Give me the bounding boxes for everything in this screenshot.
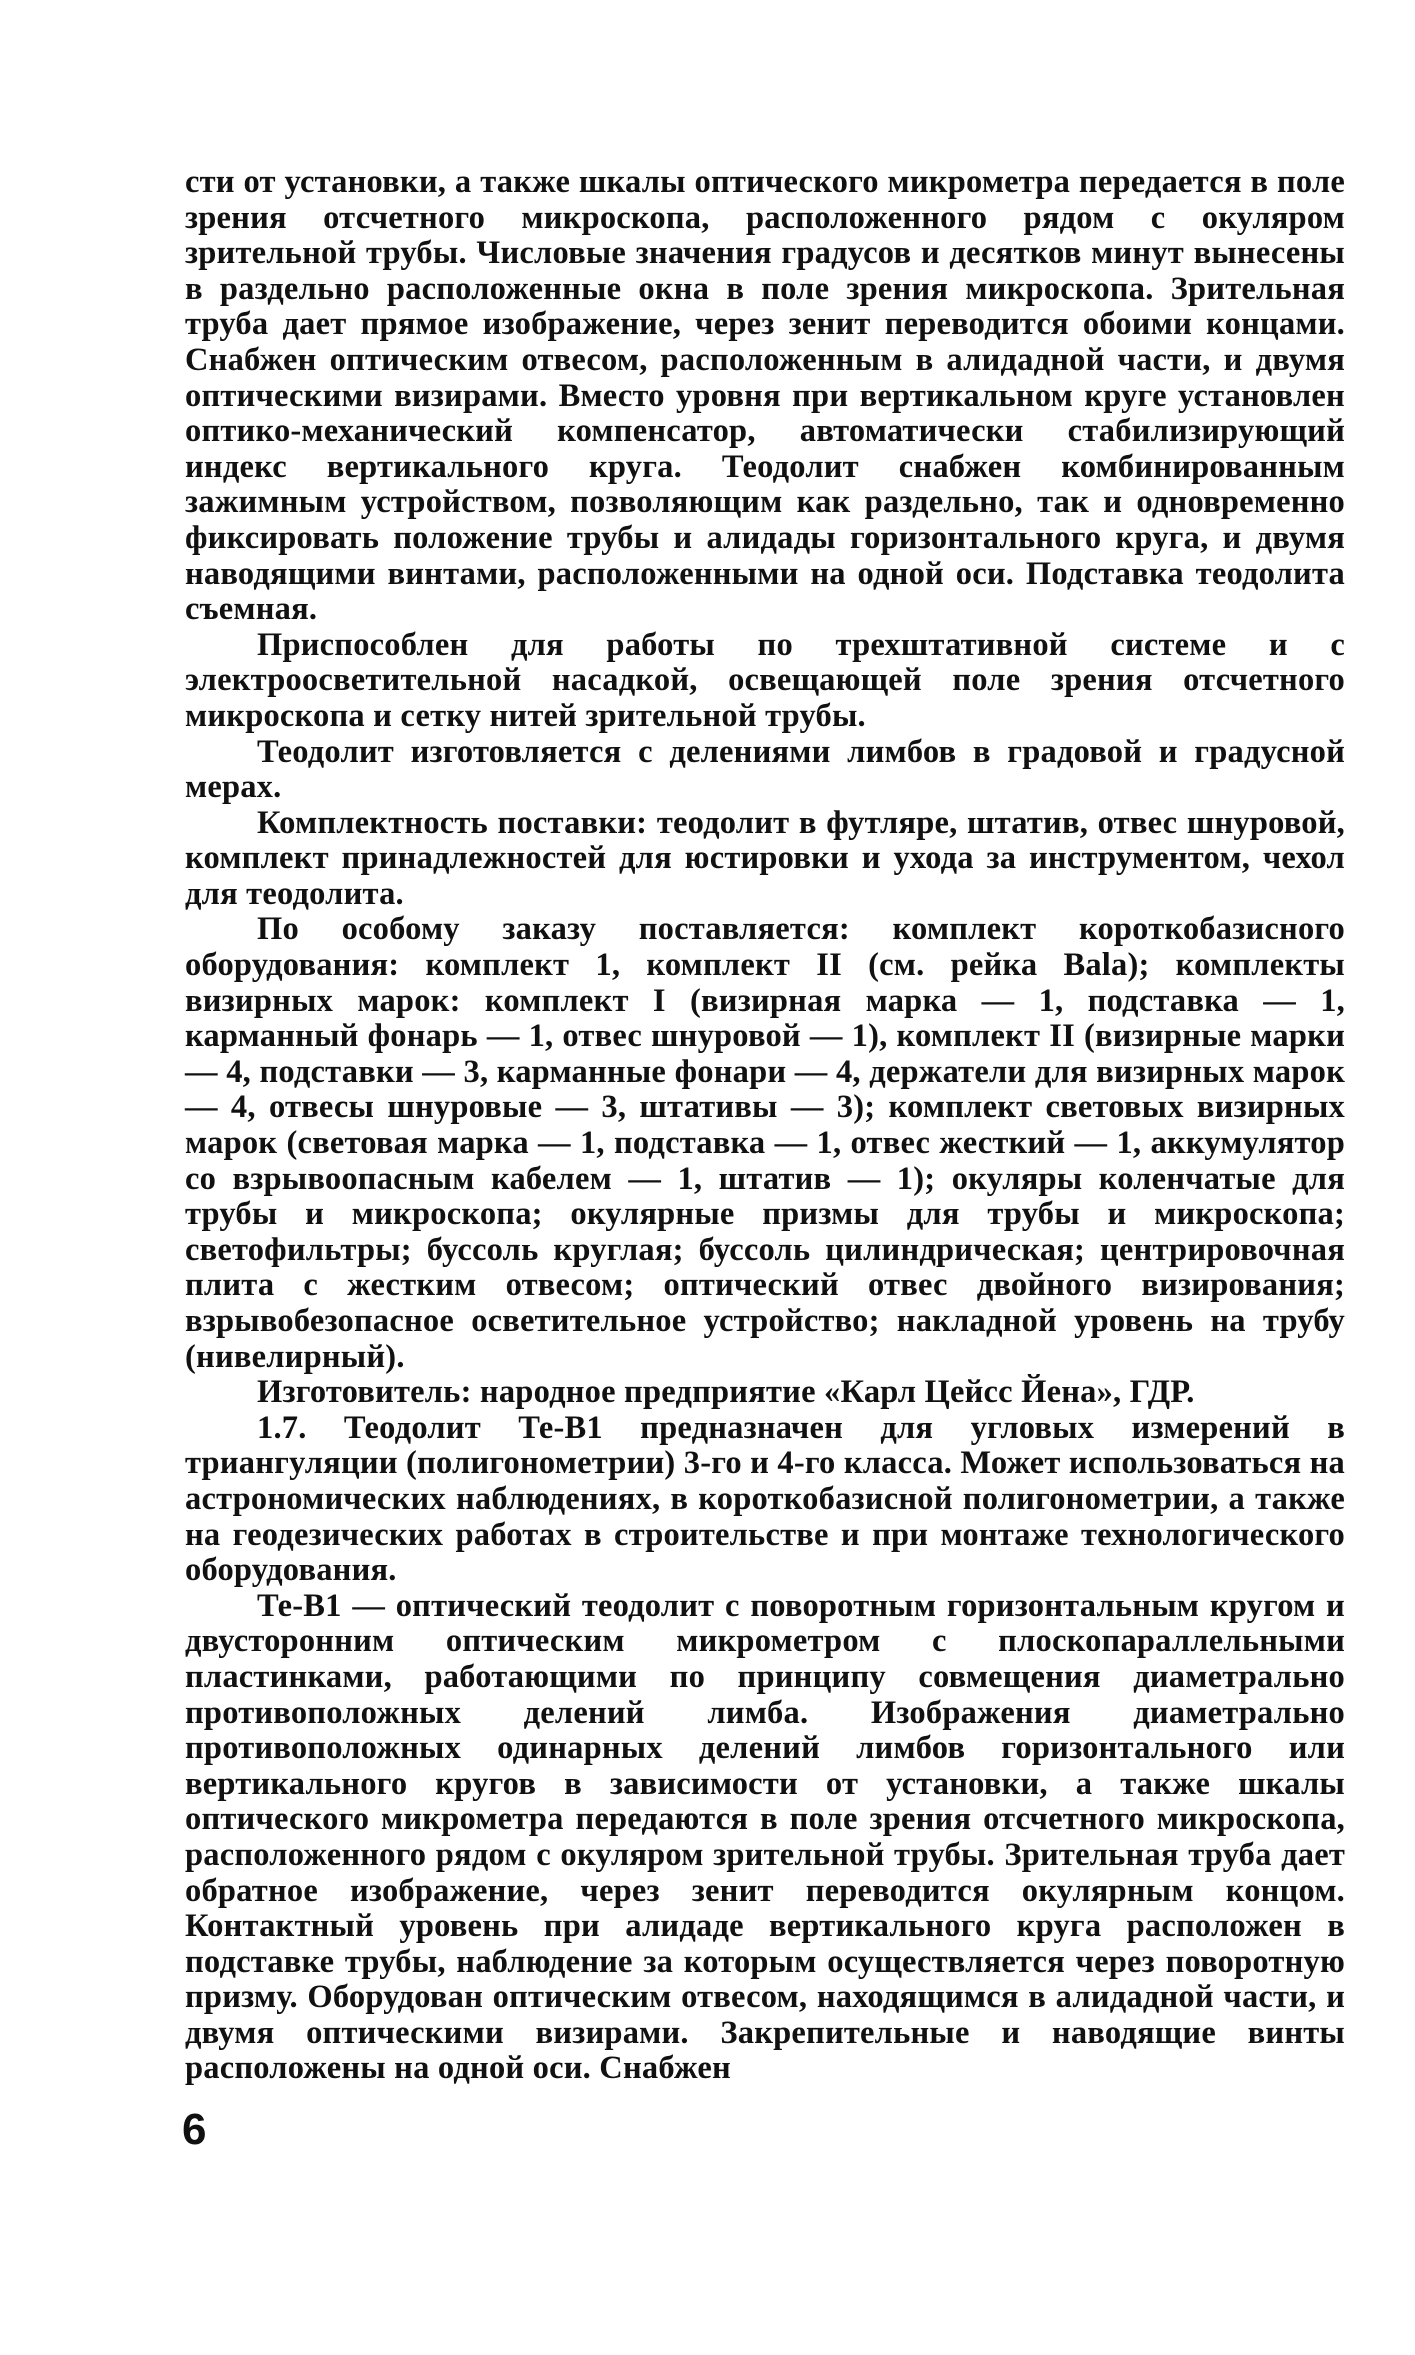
paragraph-te-b1-description: Те-В1 — оптический теодолит с поворотным горизонтальным кругом и двусторонним оптическим микрометром с плоскопараллельными пластинками, работающими по принципу совмещения диаметрально противоположных делений лимба. Изображения диаметрально противоположных одинарных делений лимбов горизонтального или вертикального кругов в зависимости от установки, а также шкалы оптического микрометра передаются в поле зрения отсчетного микроскопа, расположенного рядом с окуляром зрительной трубы. Зрительная труба дает обратное изображение, через зенит переводится окулярным концом. Контактный уровень при алидаде вертикального круга расположен в подставке трубы, наблюдение за которым осуществляется через поворотную призму. Оборудован оптическим отвесом, находящимся в алидадной части, и двумя оптическими визирами. Закрепительные и наводящие винты расположены на одной оси. Снабжен (185, 1587, 1345, 2087)
page-body (185, 165, 1345, 2087)
paragraph-manufactured: Теодолит изготовляется с делениями лимбов в градовой и градусной мерах. (185, 733, 1345, 806)
paragraph-special-order: По особому заказу поставляется: комплект короткобазисного оборудования: комплект 1, комплект II (см. рейка Bala); комплекты визирных марок: комплект I (визирная марка — 1, подставка — 1, карманный фонарь — 1, отвес шнуровой — 1), комплект II (визирные марки — 4, подставки — 3, карманные фонари — 4, держатели для визирных марок — 4, отвесы шнуровые — 3, штативы — 3); комплект световых визирных марок (световая марка — 1, подставка — 1, отвес жесткий — 1, аккумулятор со взрывоопасным кабелем — 1, штатив — 1); окуляры коленчатые для трубы и микроскопа; окулярные призмы для трубы и микроскопа; светофильтры; буссоль круглая; буссоль цилиндрическая; центрировочная плита с жестким отвесом; оптический отвес двойного визирования; взрывобезопасное осветительное устройство; накладной уровень на трубу (нивелирный). (185, 911, 1345, 1375)
page-number: 6 (182, 2105, 207, 2154)
paragraph-adapted: Приспособлен для работы по трехштативной системе и с электроосветительной насадкой, освещающей поле зрения отсчетного микроскопа и сетку нитей зрительной трубы. (185, 626, 1345, 734)
paragraph-delivery-set: Комплектность поставки: теодолит в футляре, штатив, отвес шнуровой, комплект принадлежностей для юстировки и ухода за инструментом, чехол для теодолита. (185, 804, 1345, 912)
paragraph-continuation: сти от установки, а также шкалы оптического микрометра передается в поле зрения отсчетного микроскопа, расположенного рядом с окуляром зрительной трубы. Числовые значения градусов и десятков минут вынесены в раздельно расположенные окна в поле зрения микроскопа. Зрительная труба дает прямое изображение, через зенит переводится обоими концами. Снабжен оптическим отвесом, расположенным в алидадной части, и двумя оптическими визирами. Вместо уровня при вертикальном круге установлен оптико-механический компенсатор, автоматически стабилизирующий индекс вертикального круга. Теодолит снабжен комбинированным зажимным устройством, позволяющим как раздельно, так и одновременно фиксировать положение трубы и алидады горизонтального круга, и двумя наводящими винтами, расположенными на одной оси. Подставка теодолита съемная. (185, 164, 1345, 628)
paragraph-section-1-7: 1.7. Теодолит Те-В1 предназначен для угловых измерений в триангуляции (полигонометрии) 3-го и 4-го класса. Может использоваться на астрономических наблюдениях, в короткобазисной полигонометрии, а также на геодезических работах в строительстве и при монтаже технологического оборудования. (185, 1409, 1345, 1589)
paragraph-maker: Изготовитель: народное предприятие «Карл Цейсс Йена», ГДР. (257, 1374, 1195, 1411)
